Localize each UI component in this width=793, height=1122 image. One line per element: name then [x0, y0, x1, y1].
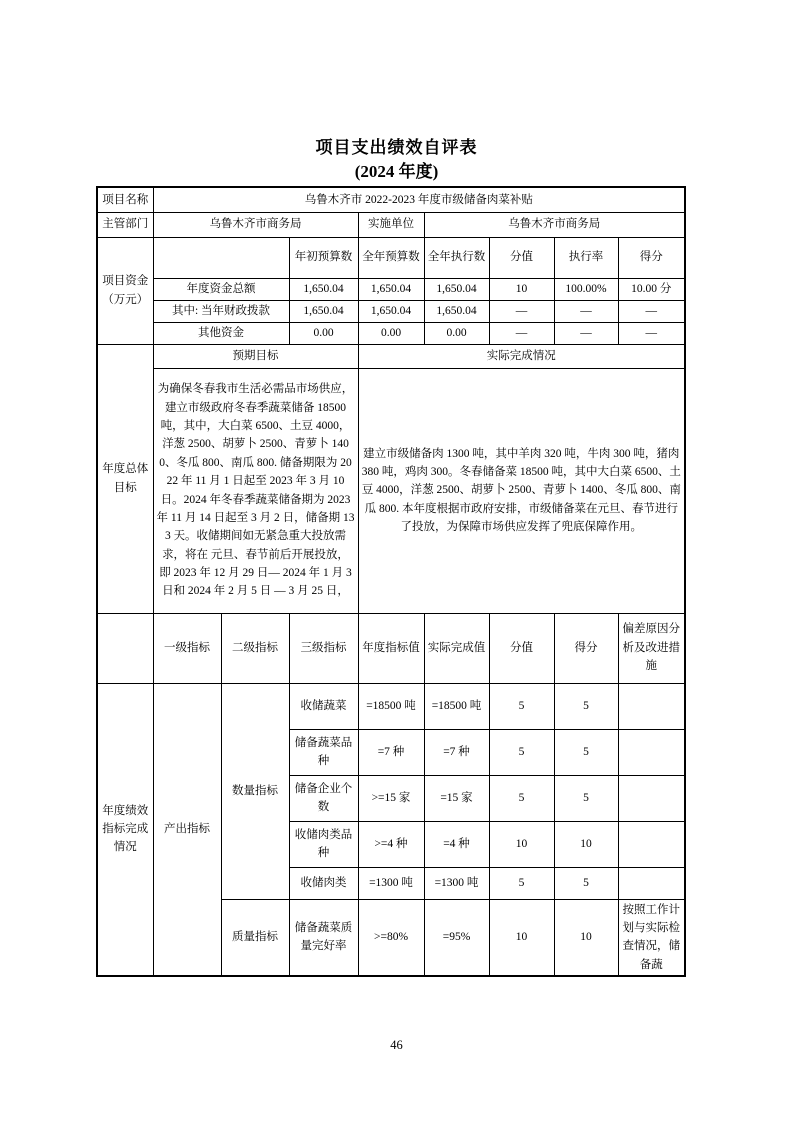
indicator-col-deviation: 偏差原因分析及改进措施: [618, 613, 685, 683]
funding-value: 10: [489, 278, 554, 300]
funding-value: —: [554, 322, 618, 344]
funding-col-exec-rate: 执行率: [554, 237, 618, 278]
indicator-row: [97, 683, 685, 729]
indicator-score-value-cell: 5: [489, 775, 554, 821]
funding-row-fiscal: [97, 300, 685, 322]
goal-actual-header: 实际完成情况: [358, 344, 685, 368]
indicator-level3-cell: 储备蔬菜质量完好率: [289, 899, 358, 976]
indicator-actual-cell: =4 种: [424, 821, 489, 867]
indicator-col-score: 得分: [554, 613, 618, 683]
funding-col-annual: 全年预算数: [358, 237, 424, 278]
indicator-score-value-cell: 10: [489, 821, 554, 867]
funding-row-label: 其中: 当年财政拨款: [153, 300, 289, 322]
impl-label: 实施单位: [358, 212, 424, 237]
funding-value: 1,650.04: [289, 300, 358, 322]
indicator-deviation-cell: 按照工作计划与实际检查情况，储备蔬: [618, 899, 685, 976]
funding-value: 1,650.04: [358, 278, 424, 300]
indicator-target-cell: >=15 家: [358, 775, 424, 821]
indicator-level2-quality-cell: 质量指标: [221, 899, 289, 976]
funding-value: —: [489, 300, 554, 322]
funding-value: —: [554, 300, 618, 322]
indicator-actual-cell: =18500 吨: [424, 683, 489, 729]
funding-col-initial: 年初预算数: [289, 237, 358, 278]
funding-value: 100.00%: [554, 278, 618, 300]
indicator-section-label: 年度绩效指标完成情况: [97, 683, 153, 976]
goal-body-row: [97, 368, 685, 613]
evaluation-table: [96, 186, 686, 977]
funding-value: 1,650.04: [289, 278, 358, 300]
indicator-actual-cell: =7 种: [424, 729, 489, 775]
indicator-actual-cell: =15 家: [424, 775, 489, 821]
doc-title: 项目支出绩效自评表: [315, 138, 478, 157]
indicator-col-actual: 实际完成值: [424, 613, 489, 683]
goal-header-row: [97, 344, 685, 368]
indicator-score-cell: 10: [554, 899, 618, 976]
indicator-level2-quantity-cell: 数量指标: [221, 683, 289, 899]
project-name-value: 乌鲁木齐市 2022-2023 年度市级储备肉菜补贴: [153, 187, 685, 212]
dept-label: 主管部门: [97, 212, 153, 237]
indicator-col-target: 年度指标值: [358, 613, 424, 683]
funding-value: 0.00: [424, 322, 489, 344]
indicator-level1-cell: 产出指标: [153, 683, 221, 976]
project-name-label: 项目名称: [97, 187, 153, 212]
indicator-header-row: [97, 613, 685, 683]
indicator-deviation-cell: [618, 775, 685, 821]
funding-value: —: [618, 300, 685, 322]
indicator-score-value-cell: 5: [489, 729, 554, 775]
indicator-deviation-cell: [618, 867, 685, 899]
indicator-target-cell: =1300 吨: [358, 867, 424, 899]
funding-header-row: [97, 237, 685, 278]
indicator-score-cell: 5: [554, 683, 618, 729]
funding-value: 0.00: [289, 322, 358, 344]
funding-col-executed: 全年执行数: [424, 237, 489, 278]
indicator-col-score-value: 分值: [489, 613, 554, 683]
indicator-deviation-cell: [618, 821, 685, 867]
funding-row-label: 年度资金总额: [153, 278, 289, 300]
dept-value: 乌鲁木齐市商务局: [153, 212, 358, 237]
indicator-score-value-cell: 5: [489, 867, 554, 899]
indicator-level3-cell: 储备企业个数: [289, 775, 358, 821]
indicator-deviation-cell: [618, 683, 685, 729]
funding-section-label: 项目资金（万元）: [97, 237, 153, 344]
funding-value: 1,650.04: [358, 300, 424, 322]
indicator-level3-cell: 储备蔬菜品种: [289, 729, 358, 775]
funding-value: —: [489, 322, 554, 344]
goal-expected-header: 预期目标: [153, 344, 358, 368]
page-number: 46: [390, 1038, 403, 1052]
indicator-target-cell: =7 种: [358, 729, 424, 775]
indicator-actual-cell: =95%: [424, 899, 489, 976]
indicator-score-cell: 5: [554, 775, 618, 821]
funding-row-label: 其他资金: [153, 322, 289, 344]
indicator-score-cell: 5: [554, 729, 618, 775]
indicator-col-level3: 三级指标: [289, 613, 358, 683]
goal-expected-text: 为确保冬春我市生活必需品市场供应，建立市级政府冬春季蔬菜储备 18500 吨，其中，大白菜 6500、土豆 4000，洋葱 2500、胡萝卜 2500、青萝卜 1400、冬瓜 800、南瓜 800. 储备期限为 2022 年 11 月 1 日起至 2023 年 3 月 10 日。2024 年冬春季蔬菜储备期为 2023 年 11 月 14 日起至 3 月 2 日，储备期 133 天。收储期间如无紧急重大投放需求，将在 元旦、春节前后开展投放，即 2023 年 12 月 29 日— 2024 年 1 月 3 日和 2024 年 2 月 5 日 — 3 月 25 日，: [153, 368, 358, 613]
goal-section-label: 年度总体目标: [97, 344, 153, 613]
indicator-level3-cell: 收储肉类品种: [289, 821, 358, 867]
funding-row-other: [97, 322, 685, 344]
funding-value: 1,650.04: [424, 278, 489, 300]
goal-actual-text: 建立市级储备肉 1300 吨，其中羊肉 320 吨，牛肉 300 吨，猪肉 380 吨，鸡肉 300。冬春储备菜 18500 吨，其中大白菜 6500、土豆 4000，洋葱 2500、胡萝卜 2500、青萝卜 1400、冬瓜 800、南瓜 800. 本年度根据市政府安排，市级储备菜在元旦、春节进行了投放，为保障市场供应发挥了兜底保障作用。: [358, 368, 685, 613]
funding-value: 1,650.04: [424, 300, 489, 322]
doc-subtitle: (2024 年度): [354, 162, 439, 181]
funding-spacer-cell: [153, 237, 289, 278]
indicator-col-level2: 二级指标: [221, 613, 289, 683]
indicator-score-value-cell: 10: [489, 899, 554, 976]
funding-value: —: [618, 322, 685, 344]
indicator-col-level1: 一级指标: [153, 613, 221, 683]
funding-value: 10.00 分: [618, 278, 685, 300]
indicator-level3-cell: 收储肉类: [289, 867, 358, 899]
indicator-target-cell: >=80%: [358, 899, 424, 976]
indicator-target-cell: >=4 种: [358, 821, 424, 867]
department-row: [97, 212, 685, 237]
indicator-actual-cell: =1300 吨: [424, 867, 489, 899]
funding-row-total: [97, 278, 685, 300]
funding-col-score: 得分: [618, 237, 685, 278]
indicator-target-cell: =18500 吨: [358, 683, 424, 729]
indicator-spacer-cell: [97, 613, 153, 683]
funding-value: 0.00: [358, 322, 424, 344]
impl-value: 乌鲁木齐市商务局: [424, 212, 685, 237]
funding-col-score-value: 分值: [489, 237, 554, 278]
project-name-row: [97, 187, 685, 212]
title-block: [0, 0, 793, 184]
indicator-score-cell: 10: [554, 821, 618, 867]
indicator-deviation-cell: [618, 729, 685, 775]
indicator-score-value-cell: 5: [489, 683, 554, 729]
indicator-level3-cell: 收储蔬菜: [289, 683, 358, 729]
indicator-score-cell: 5: [554, 867, 618, 899]
